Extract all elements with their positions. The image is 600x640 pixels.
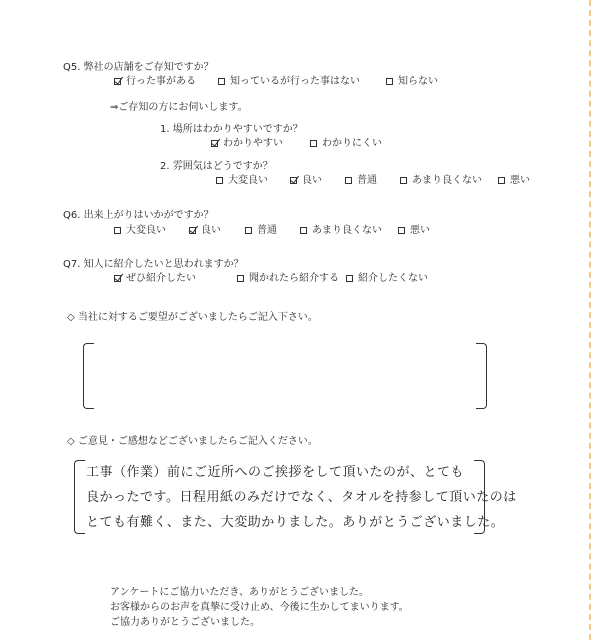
q6-heading bbox=[63, 210, 214, 222]
comments-box-left-bracket bbox=[74, 460, 85, 534]
request-heading: ◇ 当社に対するご要望がございましたらご記入下さい。 bbox=[67, 312, 318, 323]
request-box-right-bracket bbox=[476, 343, 487, 409]
q5-sub2-option-good[interactable]: 良い bbox=[290, 175, 322, 187]
q5-note: ⇒ご存知の方にお伺いします。 bbox=[110, 102, 248, 113]
q7-label: Q7. bbox=[63, 259, 81, 270]
checkbox[interactable] bbox=[218, 78, 225, 85]
q6-option-not-good[interactable]: あまり良くない bbox=[300, 225, 382, 237]
comments-heading: ◇ ご意見・ご感想などございましたらご記入ください。 bbox=[67, 436, 318, 447]
checkbox[interactable] bbox=[310, 140, 317, 147]
q5-heading bbox=[63, 62, 214, 74]
footer-line-3: ご協力ありがとうございました。 bbox=[110, 617, 260, 628]
q6-option-bad[interactable]: 悪い bbox=[398, 225, 430, 237]
comments-handwritten-text bbox=[86, 460, 517, 535]
q6-option-good[interactable]: 良い bbox=[189, 225, 221, 237]
comments-line-1: 工事（作業）前にご近所へのご挨拶をして頂いたのが、とても bbox=[86, 465, 465, 480]
checkbox-checked[interactable] bbox=[114, 275, 121, 282]
checkbox[interactable] bbox=[300, 227, 307, 234]
q5-sub2-option-very-good[interactable]: 大変良い bbox=[216, 175, 268, 187]
checkbox[interactable] bbox=[498, 177, 505, 184]
comments-line-2: 良かったです。日程用紙のみだけでなく、タオルを持参して頂いたのは bbox=[86, 490, 517, 505]
q5-sub2-heading: 2. 雰囲気はどうですか？ bbox=[160, 161, 273, 172]
checkbox[interactable] bbox=[237, 275, 244, 282]
comments-line-3: とても有難く、また、大変助かりました。ありがとうございました。 bbox=[86, 515, 505, 530]
checkbox-checked[interactable] bbox=[189, 227, 196, 234]
request-box-left-bracket bbox=[83, 343, 94, 409]
checkbox[interactable] bbox=[386, 78, 393, 85]
footer-line-1: アンケートにご協力いただき、ありがとうございました。 bbox=[110, 587, 369, 598]
q5-sub1-option-easy[interactable]: わかりやすい bbox=[211, 138, 283, 150]
q5-label: Q5. bbox=[63, 62, 81, 73]
q7-heading bbox=[63, 259, 244, 271]
q5-question: 弊社の店舗をご存知ですか？ bbox=[83, 62, 214, 73]
q7-option-definitely[interactable]: ぜひ紹介したい bbox=[114, 273, 196, 285]
checkbox[interactable] bbox=[345, 177, 352, 184]
checkbox[interactable] bbox=[398, 227, 405, 234]
checkbox[interactable] bbox=[346, 275, 353, 282]
checkbox[interactable] bbox=[216, 177, 223, 184]
q5-option-visited[interactable]: 行った事がある bbox=[114, 76, 196, 88]
q5-sub1-heading: 1. 場所はわかりやすいですか？ bbox=[160, 124, 303, 135]
checkbox-checked[interactable] bbox=[211, 140, 218, 147]
q6-option-very-good[interactable]: 大変良い bbox=[114, 225, 166, 237]
q5-sub1-option-hard[interactable]: わかりにくい bbox=[310, 138, 382, 150]
checkbox[interactable] bbox=[245, 227, 252, 234]
q7-question: 知人に紹介したいと思われますか？ bbox=[83, 259, 244, 270]
footer-line-2: お客様からのお声を真摯に受け止め、今後に生かしてまいります。 bbox=[110, 602, 409, 613]
checkbox-checked[interactable] bbox=[290, 177, 297, 184]
q6-question: 出来上がりはいかがですか？ bbox=[83, 210, 214, 221]
q5-sub2-option-not-good[interactable]: あまり良くない bbox=[400, 175, 482, 187]
q5-sub2-option-average[interactable]: 普通 bbox=[345, 175, 377, 187]
q5-option-unknown[interactable]: 知らない bbox=[386, 76, 438, 88]
q6-label: Q6. bbox=[63, 210, 81, 221]
q5-sub2-option-bad[interactable]: 悪い bbox=[498, 175, 530, 187]
q5-option-known-not-visited[interactable]: 知っているが行った事はない bbox=[218, 76, 360, 88]
q7-option-no[interactable]: 紹介したくない bbox=[346, 273, 428, 285]
checkbox[interactable] bbox=[400, 177, 407, 184]
q6-option-average[interactable]: 普通 bbox=[245, 225, 277, 237]
q7-option-if-asked[interactable]: 聞かれたら紹介する bbox=[237, 273, 339, 285]
page-edge-dashes bbox=[589, 0, 591, 640]
checkbox-checked[interactable] bbox=[114, 78, 121, 85]
checkbox[interactable] bbox=[114, 227, 121, 234]
